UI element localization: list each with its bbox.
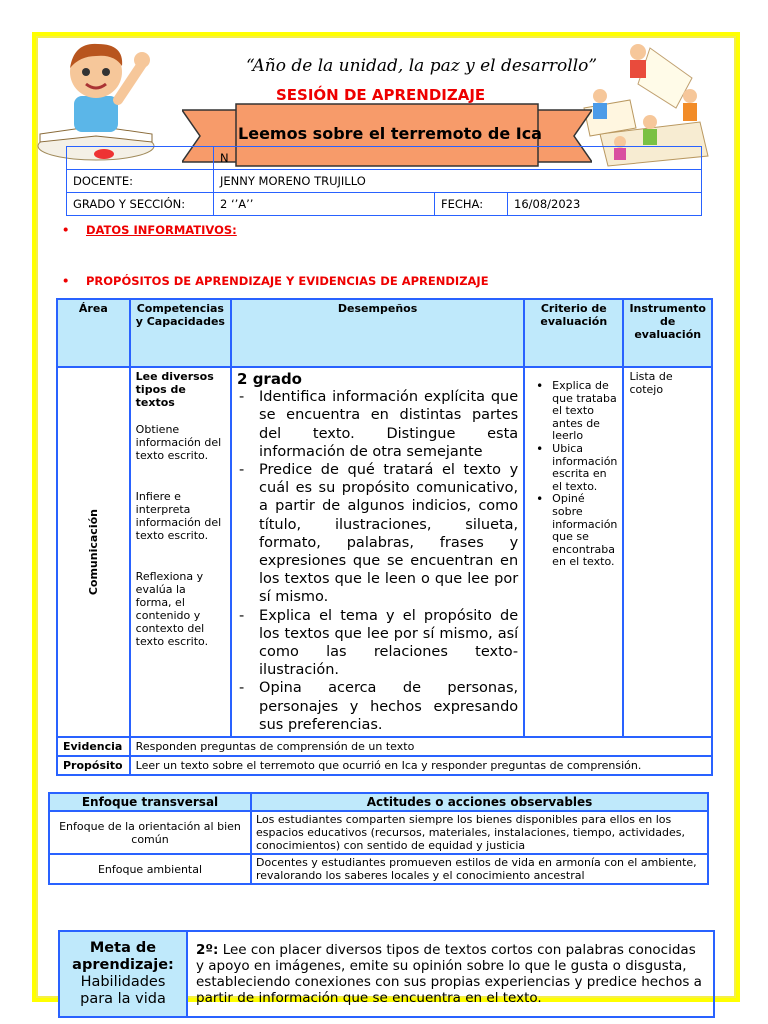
- capacidad-item: Infiere e interpreta información del texto escrito.: [135, 490, 222, 542]
- desempeno-item: - Opina acerca de personas, personajes y hechos expresando sus preferencias.: [239, 680, 519, 733]
- competencia-title: Lee diversos tipos de textos: [135, 370, 214, 409]
- dash-marker: -: [239, 389, 245, 406]
- enfoque-name: Enfoque de la orientación al bien común: [49, 811, 251, 854]
- desempeno-item: - Explica el tema y el propósito de los textos que lee por sí mismo, así como las relaciones texto-ilustración.: [239, 607, 519, 679]
- meta-description: [187, 931, 714, 1017]
- info-row1-value: N: [214, 147, 702, 170]
- enfoque-actitud: Los estudiantes comparten siempre los bienes disponibles para ellos en los espacios educativos (recursos, materiales, instalaciones, tiempo, actividades, conocimientos) con sentido de equidad y justicia: [251, 811, 708, 854]
- section-propositos: • PROPÓSITOS DE APRENDIZAJE Y EVIDENCIAS DE APRENDIZAJE: [62, 274, 489, 288]
- info-row1-label: [67, 147, 214, 170]
- header-desempenos: Desempeños: [231, 299, 524, 367]
- area-cell: [57, 367, 130, 737]
- bullet-dot: •: [62, 274, 70, 288]
- proposito-text: Leer un texto sobre el terremoto que ocurrió en Ica y responder preguntas de comprensión.: [130, 756, 712, 775]
- header-area: Área: [57, 299, 130, 367]
- fecha-value: 16/08/2023: [508, 193, 702, 216]
- grado-value: 2 ‘’A’’: [214, 193, 435, 216]
- header-criterio: Criterio de evaluación: [524, 299, 623, 367]
- competencias-cell: [130, 367, 231, 737]
- header-instrumento: Instrumento de evaluación: [623, 299, 712, 367]
- meta-grade-label: 2º:: [196, 942, 219, 958]
- meta-title: Meta de aprendizaje:: [72, 940, 174, 973]
- criterio-item: • Opiné sobre información que se encontraba en el texto.: [530, 493, 617, 569]
- reading-boy-illustration: [34, 34, 158, 164]
- dash-marker: -: [239, 462, 245, 479]
- grado-label: GRADO Y SECCIÓN:: [67, 193, 214, 216]
- enfoque-header: Enfoque transversal: [49, 793, 251, 811]
- header-competencias: Competencias y Capacidades: [130, 299, 231, 367]
- evidencia-label: Evidencia: [57, 737, 130, 756]
- meta-subtitle: Habilidades para la vida: [80, 974, 166, 1007]
- session-title: SESIÓN DE APRENDIZAJE: [276, 86, 486, 104]
- year-motto: “Año de la unidad, la paz y el desarrollo”: [246, 56, 598, 76]
- meta-title-cell: [59, 931, 187, 1017]
- capacidad-item: Obtiene información del texto escrito.: [135, 423, 222, 462]
- fecha-label: FECHA:: [435, 193, 508, 216]
- section-datos-informativos: • DATOS INFORMATIVOS:: [62, 223, 237, 237]
- dash-marker: -: [239, 680, 245, 697]
- proposito-label: Propósito: [57, 756, 130, 775]
- propositos-table: [56, 298, 713, 776]
- enfoque-name: Enfoque ambiental: [49, 854, 251, 884]
- instrumento-value: Lista de cotejo: [623, 367, 712, 737]
- meta-text: Lee con placer diversos tipos de textos cortos con palabras conocidas y apoyo en imágenes, emite su opinión sobre lo que le gusta o disgusta, estableciendo conexiones con sus propias experiencias y predice hechos a partir de información que se encuentra en el texto.: [196, 942, 702, 1006]
- docente-value: JENNY MORENO TRUJILLO: [214, 170, 702, 193]
- desempenos-cell: [231, 367, 524, 737]
- desempeno-item: - Identifica información explícita que se encuentra en distintas partes del texto. Distingue esta información de otra semejante: [239, 389, 519, 460]
- evidencia-text: Responden preguntas de comprensión de un texto: [130, 737, 712, 756]
- desempeno-item: - Predice de qué tratará el texto y cuál es su propósito comunicativo, a partir de algunos indicios, como título, ilustraciones, silueta, formato, palabras, frases y expresiones que se encuentran en los textos que le leen o que lee por sí mismo.: [239, 462, 519, 606]
- criterio-item: • Ubica información escrita en el texto.: [530, 443, 617, 493]
- info-table: [66, 146, 702, 216]
- actitudes-header: Actitudes o acciones observables: [251, 793, 708, 811]
- area-label: Comunicación: [86, 508, 100, 596]
- criterios-cell: [524, 367, 623, 737]
- docente-label: DOCENTE:: [67, 170, 214, 193]
- enfoque-table: [48, 792, 709, 885]
- meta-table: [58, 930, 715, 1018]
- capacidad-item: Reflexiona y evalúa la forma, el contenido y contexto del texto escrito.: [135, 570, 209, 648]
- bullet-dot: •: [62, 223, 70, 237]
- criterio-item: • Explica de que trataba el texto antes de leerlo: [530, 380, 617, 443]
- dash-marker: -: [239, 607, 245, 624]
- enfoque-actitud: Docentes y estudiantes promueven estilos de vida en armonía con el ambiente, revalorando los saberes locales y el conocimiento ancestral: [251, 854, 708, 884]
- grade-heading: 2 grado: [237, 370, 302, 388]
- lesson-title: Leemos sobre el terremoto de Ica: [238, 124, 542, 143]
